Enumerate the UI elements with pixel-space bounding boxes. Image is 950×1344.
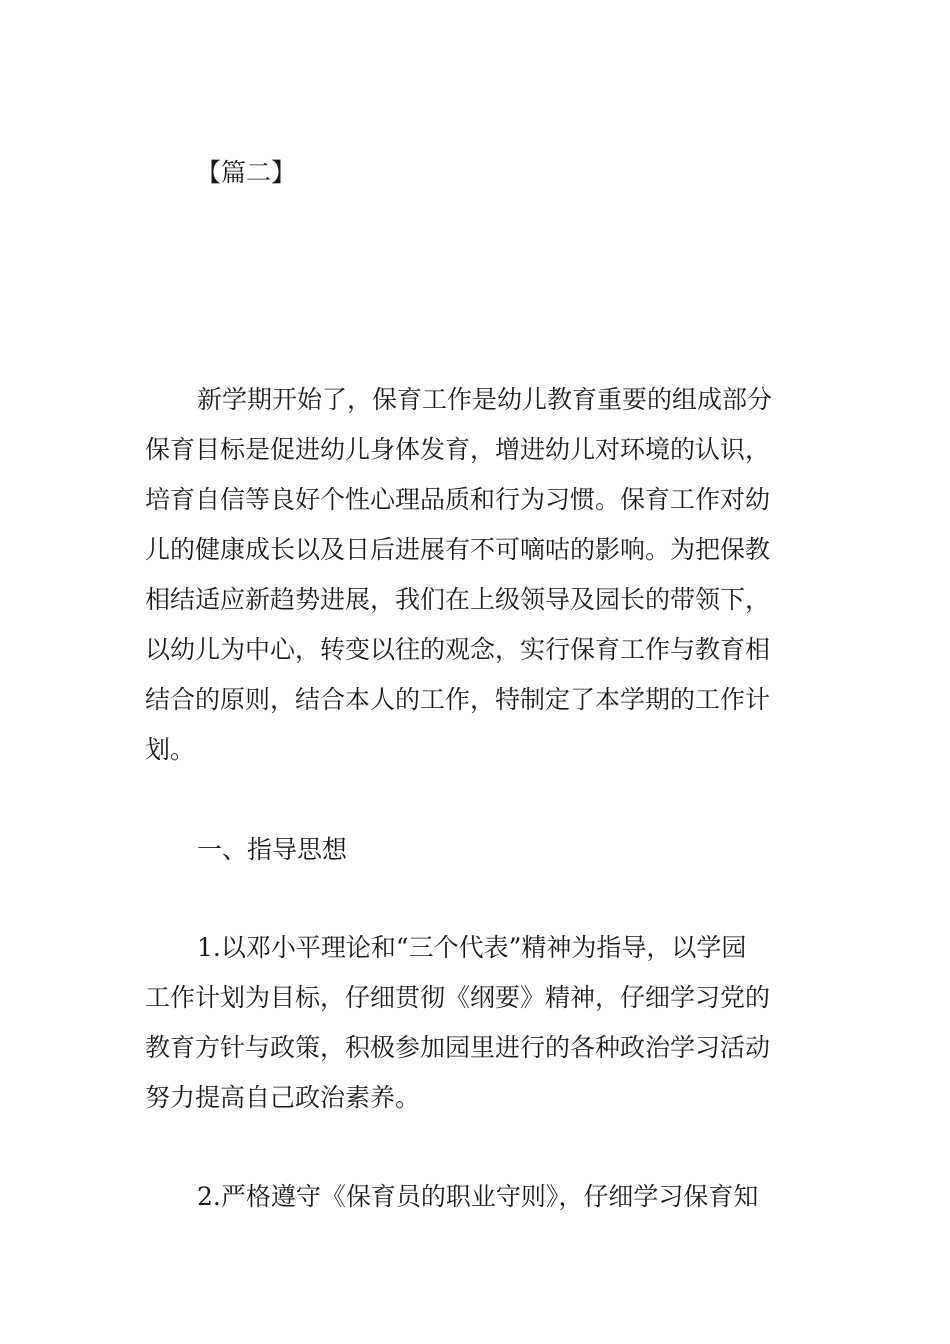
paragraph-line: 培育自信等良好个性心理品质和行为习惯。保育工作对幼	[145, 485, 771, 514]
paragraph-line: 工作计划为目标，仔细贯彻《纲要》精神，仔细学习党的	[145, 983, 771, 1012]
list-item-1	[145, 923, 825, 1123]
paragraph-line: 2.严格遵守《保育员的职业守则》，仔细学习保育知	[197, 1182, 759, 1211]
paragraph-line: 结合的原则，结合本人的工作，特制定了本学期的工作计	[145, 685, 771, 714]
paragraph-line: 以幼儿为中心，转变以往的观念，实行保育工作与教育相	[145, 635, 771, 664]
section-heading: 【篇二】	[196, 158, 297, 187]
paragraph-line: 相结适应新趋势进展，我们在上级领导及园长的带领下，	[145, 585, 771, 614]
paragraph-line: 儿的健康成长以及日后进展有不可嘀咕的影响。为把保教	[145, 535, 771, 564]
intro-paragraph	[145, 375, 825, 775]
list-item-2	[145, 1172, 825, 1222]
paragraph-line: 教育方针与政策，积极参加园里进行的各种政治学习活动	[145, 1033, 771, 1062]
paragraph-line: 1.以邓小平理论和“三个代表”精神为指导，以学园	[197, 933, 747, 962]
paragraph-line: 新学期开始了，保育工作是幼儿教育重要的组成部分	[197, 385, 773, 414]
paragraph-line: 保育目标是促进幼儿身体发育，增进幼儿对环境的认识，	[145, 435, 771, 464]
section-title-guiding-ideology	[145, 825, 825, 875]
paragraph-line: 努力提高自己政治素养。	[145, 1083, 421, 1112]
paragraph-line: 划。	[145, 735, 196, 764]
section-title: 一、指导思想	[197, 835, 348, 864]
